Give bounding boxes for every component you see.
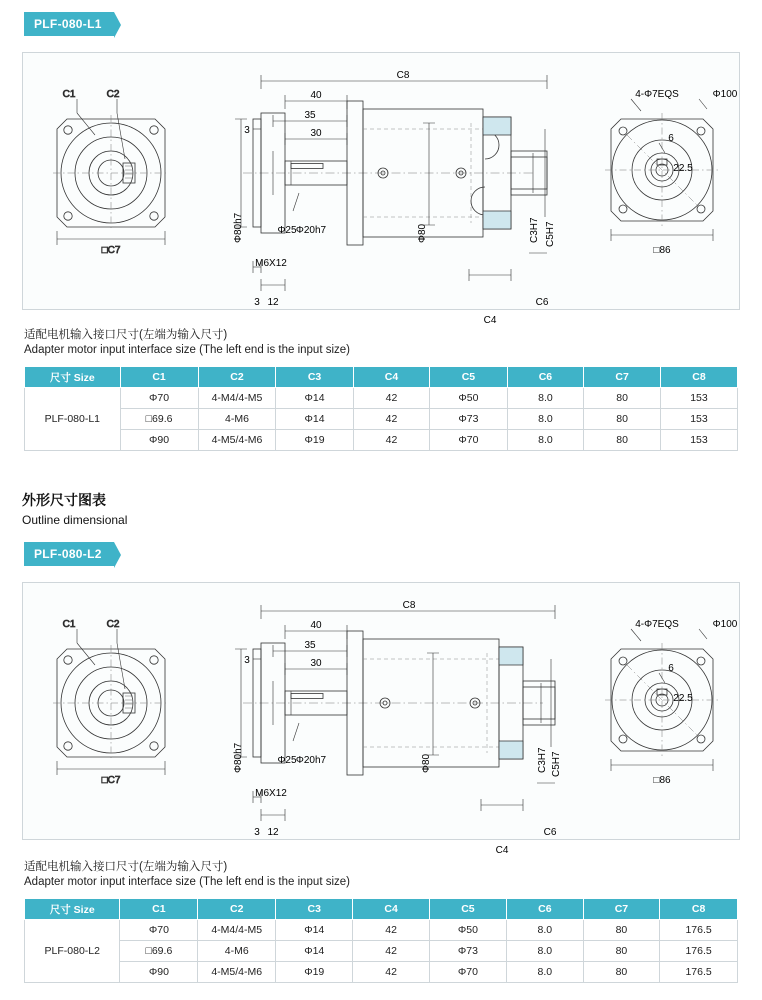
th-c6: C6 <box>507 899 584 920</box>
th-c6: C6 <box>507 367 584 388</box>
section-tag-2 <box>24 542 114 566</box>
cell: Φ90 <box>120 962 198 983</box>
dim-c3h7-1: C3H7 <box>529 217 540 243</box>
dim-40-2: 40 <box>310 620 322 631</box>
cell: 4-M5/4-M6 <box>198 962 276 983</box>
dim-shaft-h7-1: Φ20h7 <box>295 225 327 236</box>
caption-en-2: Adapter motor input interface size (The left end is the input size) <box>24 876 350 888</box>
label-outer-dia-1: Φ100 <box>712 89 738 100</box>
label-pcd-1: □86 <box>653 245 671 256</box>
table-row <box>25 920 738 941</box>
dim-c4-1: C4 <box>483 315 497 326</box>
dim-30-1: 30 <box>310 128 322 139</box>
label-c7-1: □C7 <box>101 245 121 256</box>
cell: 42 <box>353 962 430 983</box>
technical-drawing-2 <box>23 583 741 856</box>
th-c2: C2 <box>198 899 276 920</box>
dim-c3h7-2: C3H7 <box>537 747 548 773</box>
th-size: 尺寸 Size <box>25 367 121 388</box>
label-pcd-2: □86 <box>653 775 671 786</box>
cell: 42 <box>353 409 430 430</box>
label-angle-2: 22.5 <box>673 693 693 704</box>
cell: 80 <box>584 409 661 430</box>
cell: □69.6 <box>120 941 198 962</box>
outline-heading-en: Outline dimensional <box>22 513 128 527</box>
cell: Φ70 <box>120 388 198 409</box>
cell: Φ14 <box>276 388 353 409</box>
table-row <box>25 941 738 962</box>
dim-c5h7-1: C5H7 <box>545 221 556 247</box>
cell: 42 <box>353 941 430 962</box>
label-six-1: 6 <box>668 133 674 144</box>
th-size: 尺寸 Size <box>25 899 120 920</box>
label-holes-1: 4-Φ7EQS <box>635 89 679 100</box>
cell: 176.5 <box>660 941 738 962</box>
cell: Φ50 <box>429 920 506 941</box>
dim-12-1: 12 <box>267 297 279 308</box>
cell: 80 <box>583 962 660 983</box>
section-tag-1 <box>24 12 114 36</box>
spec-table-2 <box>24 898 738 983</box>
cell: 8.0 <box>507 409 584 430</box>
cell: 8.0 <box>507 920 584 941</box>
th-c2: C2 <box>198 367 276 388</box>
cell: 4-M6 <box>198 941 276 962</box>
cell: Φ73 <box>429 941 506 962</box>
cell: Φ50 <box>430 388 507 409</box>
technical-drawing-1 <box>23 53 741 326</box>
dim-3-bottom-1: 3 <box>254 297 260 308</box>
table-header-row <box>25 367 738 388</box>
label-c2-1: C2 <box>106 89 120 100</box>
cell: 80 <box>583 920 660 941</box>
th-c5: C5 <box>430 367 507 388</box>
th-c8: C8 <box>660 367 737 388</box>
table-header-row <box>25 899 738 920</box>
dim-c8-2: C8 <box>402 600 416 611</box>
th-c7: C7 <box>584 367 661 388</box>
cell: □69.6 <box>120 409 198 430</box>
cell: Φ90 <box>120 430 198 451</box>
cell: 80 <box>584 388 661 409</box>
dim-c8-1: C8 <box>396 70 410 81</box>
dim-3-left-2: 3 <box>244 655 250 666</box>
dim-35-1: 35 <box>304 110 316 121</box>
cell: 42 <box>353 430 430 451</box>
th-c1: C1 <box>120 367 198 388</box>
dim-40-1: 40 <box>310 90 322 101</box>
label-six-2: 6 <box>668 663 674 674</box>
dim-body-dia-1: Φ80 <box>417 223 428 243</box>
section-tag-label-1: PLF-080-L1 <box>24 12 114 36</box>
cell: 153 <box>660 388 737 409</box>
cell: Φ14 <box>276 920 353 941</box>
cell: Φ19 <box>276 430 353 451</box>
label-angle-1: 22.5 <box>673 163 693 174</box>
cell: 4-M6 <box>198 409 276 430</box>
cell: 8.0 <box>507 962 584 983</box>
cell: 4-M4/4-M5 <box>198 388 276 409</box>
outline-heading-cn: 外形尺寸图表 <box>22 492 106 508</box>
cell: 80 <box>584 430 661 451</box>
cell: 4-M5/4-M6 <box>198 430 276 451</box>
dim-12-2: 12 <box>267 827 279 838</box>
cell: Φ70 <box>429 962 506 983</box>
th-c5: C5 <box>429 899 506 920</box>
dim-35-2: 35 <box>304 640 316 651</box>
label-outer-dia-2: Φ100 <box>712 619 738 630</box>
th-c7: C7 <box>583 899 660 920</box>
th-c4: C4 <box>353 367 430 388</box>
dim-3-bottom-2: 3 <box>254 827 260 838</box>
drawing-box-2 <box>22 582 740 856</box>
cell: 8.0 <box>507 430 584 451</box>
th-c4: C4 <box>353 899 430 920</box>
caption-en-1: Adapter motor input interface size (The left end is the input size) <box>24 344 350 356</box>
dim-c5h7-2: C5H7 <box>551 751 562 777</box>
cell: 153 <box>660 430 737 451</box>
dim-c6-1: C6 <box>535 297 549 308</box>
cell: 153 <box>660 409 737 430</box>
label-c1-1: C1 <box>62 89 76 100</box>
section-tag-label-2: PLF-080-L2 <box>24 542 114 566</box>
dim-body-dia-2: Φ80 <box>421 753 432 773</box>
label-c7-2: □C7 <box>101 775 121 786</box>
cell: Φ73 <box>430 409 507 430</box>
th-c8: C8 <box>660 899 738 920</box>
cell: Φ14 <box>276 941 353 962</box>
th-c3: C3 <box>276 367 353 388</box>
cell: 8.0 <box>507 388 584 409</box>
drawing-box-1 <box>22 52 740 326</box>
cell: Φ14 <box>276 409 353 430</box>
cell: Φ70 <box>430 430 507 451</box>
dim-shaft-h7-2: Φ20h7 <box>295 755 327 766</box>
th-c1: C1 <box>120 899 198 920</box>
label-c1-2: C1 <box>62 619 76 630</box>
caption-cn-1: 适配电机输入接口尺寸(左端为输入尺寸) <box>24 329 228 341</box>
dim-3-left-1: 3 <box>244 125 250 136</box>
dim-c4-2: C4 <box>495 845 509 856</box>
cell: 176.5 <box>660 920 738 941</box>
dim-c6-2: C6 <box>543 827 557 838</box>
cell: 4-M4/4-M5 <box>198 920 276 941</box>
cell-model-name: PLF-080-L1 <box>25 388 121 451</box>
cell: 176.5 <box>660 962 738 983</box>
th-c3: C3 <box>276 899 353 920</box>
label-m6x12-1: M6X12 <box>255 258 287 269</box>
label-m6x12-2: M6X12 <box>255 788 287 799</box>
table-row <box>25 430 738 451</box>
cell: 8.0 <box>507 941 584 962</box>
dim-flange-dia-1: Φ80h7 <box>233 212 244 243</box>
cell: 80 <box>583 941 660 962</box>
dim-30-2: 30 <box>310 658 322 669</box>
caption-cn-2: 适配电机输入接口尺寸(左端为输入尺寸) <box>24 861 228 873</box>
cell: Φ70 <box>120 920 198 941</box>
cell-model-name: PLF-080-L2 <box>25 920 120 983</box>
label-c2-2: C2 <box>106 619 120 630</box>
label-holes-2: 4-Φ7EQS <box>635 619 679 630</box>
cell: 42 <box>353 920 430 941</box>
table-row <box>25 962 738 983</box>
dim-flange-dia-2: Φ80h7 <box>233 742 244 773</box>
cell: Φ19 <box>276 962 353 983</box>
dim-shaft-dia-1: Φ25 <box>277 225 297 236</box>
spec-table-1 <box>24 366 738 451</box>
table-row <box>25 388 738 409</box>
table-row <box>25 409 738 430</box>
dim-shaft-dia-2: Φ25 <box>277 755 297 766</box>
cell: 42 <box>353 388 430 409</box>
